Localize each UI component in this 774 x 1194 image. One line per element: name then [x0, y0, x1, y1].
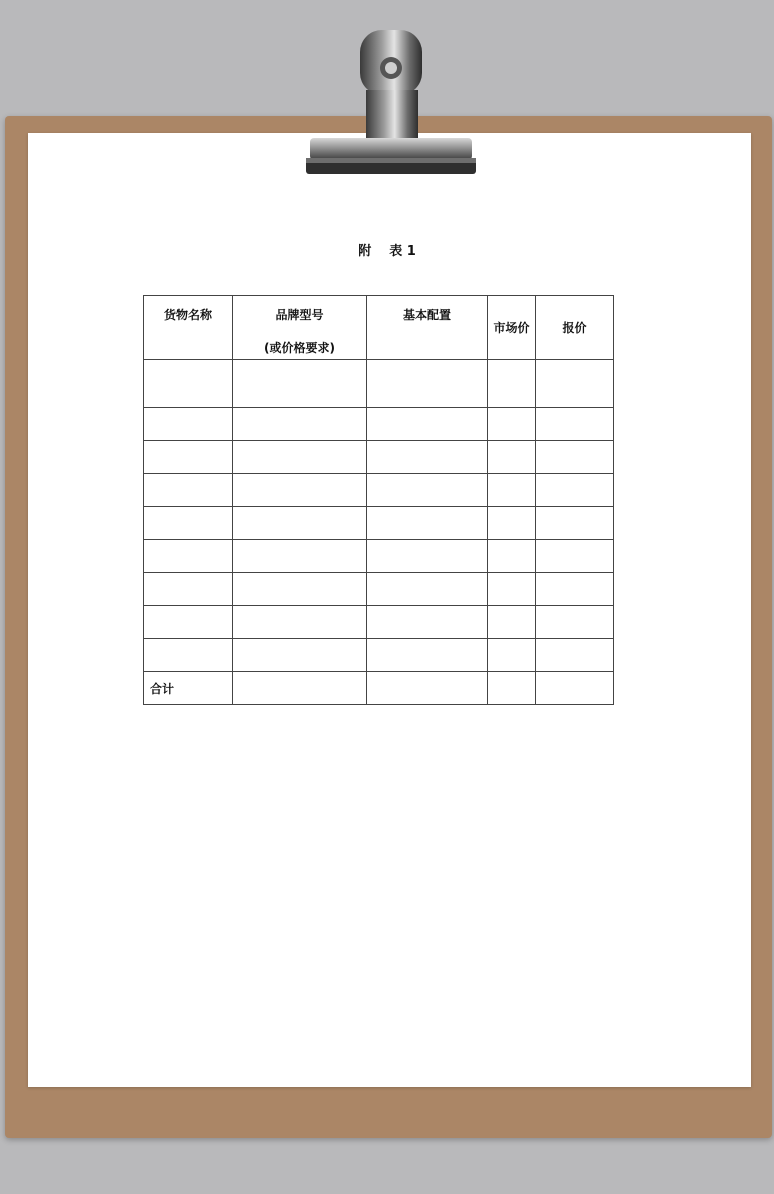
- table-cell[interactable]: [367, 360, 488, 408]
- table-row: [144, 507, 614, 540]
- table-cell[interactable]: [233, 441, 367, 474]
- table-cell[interactable]: [488, 441, 536, 474]
- header-market-price: 市场价: [488, 296, 536, 360]
- table-cell[interactable]: [536, 606, 614, 639]
- table-cell[interactable]: [144, 507, 233, 540]
- table-cell[interactable]: [536, 507, 614, 540]
- table-cell[interactable]: [233, 639, 367, 672]
- table-cell[interactable]: [144, 540, 233, 573]
- table-cell[interactable]: [488, 540, 536, 573]
- table-row: [144, 474, 614, 507]
- table-cell[interactable]: [367, 507, 488, 540]
- table-row: [144, 408, 614, 441]
- table-cell[interactable]: [367, 408, 488, 441]
- table-cell[interactable]: [536, 573, 614, 606]
- table-cell[interactable]: [233, 540, 367, 573]
- table-cell[interactable]: [488, 507, 536, 540]
- table-cell[interactable]: [367, 672, 488, 705]
- table-row: [144, 441, 614, 474]
- table-cell[interactable]: [367, 606, 488, 639]
- table-cell[interactable]: [536, 672, 614, 705]
- table-cell[interactable]: [488, 360, 536, 408]
- binder-clip-icon: [0, 0, 774, 190]
- table-cell[interactable]: [488, 606, 536, 639]
- title-left: 附: [358, 244, 372, 259]
- table-cell[interactable]: [233, 408, 367, 441]
- table-cell[interactable]: [233, 672, 367, 705]
- table-cell[interactable]: [144, 639, 233, 672]
- table-cell[interactable]: [488, 672, 536, 705]
- table-cell[interactable]: [233, 507, 367, 540]
- header-goods-name: 货物名称: [144, 296, 233, 360]
- table-cell[interactable]: [536, 474, 614, 507]
- table-cell[interactable]: [233, 474, 367, 507]
- table-header-row: [144, 296, 614, 360]
- header-quote: 报价: [536, 296, 614, 360]
- table-row: [144, 573, 614, 606]
- total-label: 合计: [144, 672, 233, 705]
- table-cell[interactable]: [144, 360, 233, 408]
- header-basic-config: 基本配置: [367, 296, 488, 360]
- table-cell[interactable]: [536, 408, 614, 441]
- table-cell[interactable]: [536, 639, 614, 672]
- table-cell[interactable]: [144, 474, 233, 507]
- table-cell[interactable]: [367, 441, 488, 474]
- header-brand-model: [233, 296, 367, 360]
- table-cell[interactable]: [233, 573, 367, 606]
- table-cell[interactable]: [367, 573, 488, 606]
- table-cell[interactable]: [367, 540, 488, 573]
- table-cell[interactable]: [144, 408, 233, 441]
- table-cell[interactable]: [233, 360, 367, 408]
- table-cell[interactable]: [536, 360, 614, 408]
- table-cell[interactable]: [488, 408, 536, 441]
- table-row: [144, 540, 614, 573]
- table-cell[interactable]: [367, 474, 488, 507]
- table-cell[interactable]: [536, 441, 614, 474]
- table-total-row: [144, 672, 614, 705]
- goods-table: [143, 295, 614, 705]
- title-right: 表 1: [389, 244, 416, 259]
- document-title: [0, 240, 774, 259]
- header-brand-label: 品牌型号: [275, 308, 324, 322]
- table-cell[interactable]: [233, 606, 367, 639]
- table-row: [144, 606, 614, 639]
- table-cell[interactable]: [367, 639, 488, 672]
- table-cell[interactable]: [144, 441, 233, 474]
- table-cell[interactable]: [144, 573, 233, 606]
- table-cell[interactable]: [488, 474, 536, 507]
- table-cell[interactable]: [488, 573, 536, 606]
- table-cell[interactable]: [536, 540, 614, 573]
- table-cell[interactable]: [144, 606, 233, 639]
- table-cell[interactable]: [488, 639, 536, 672]
- table-row: [144, 360, 614, 408]
- table-row: [144, 639, 614, 672]
- header-brand-sub: (或价格要求): [264, 341, 335, 355]
